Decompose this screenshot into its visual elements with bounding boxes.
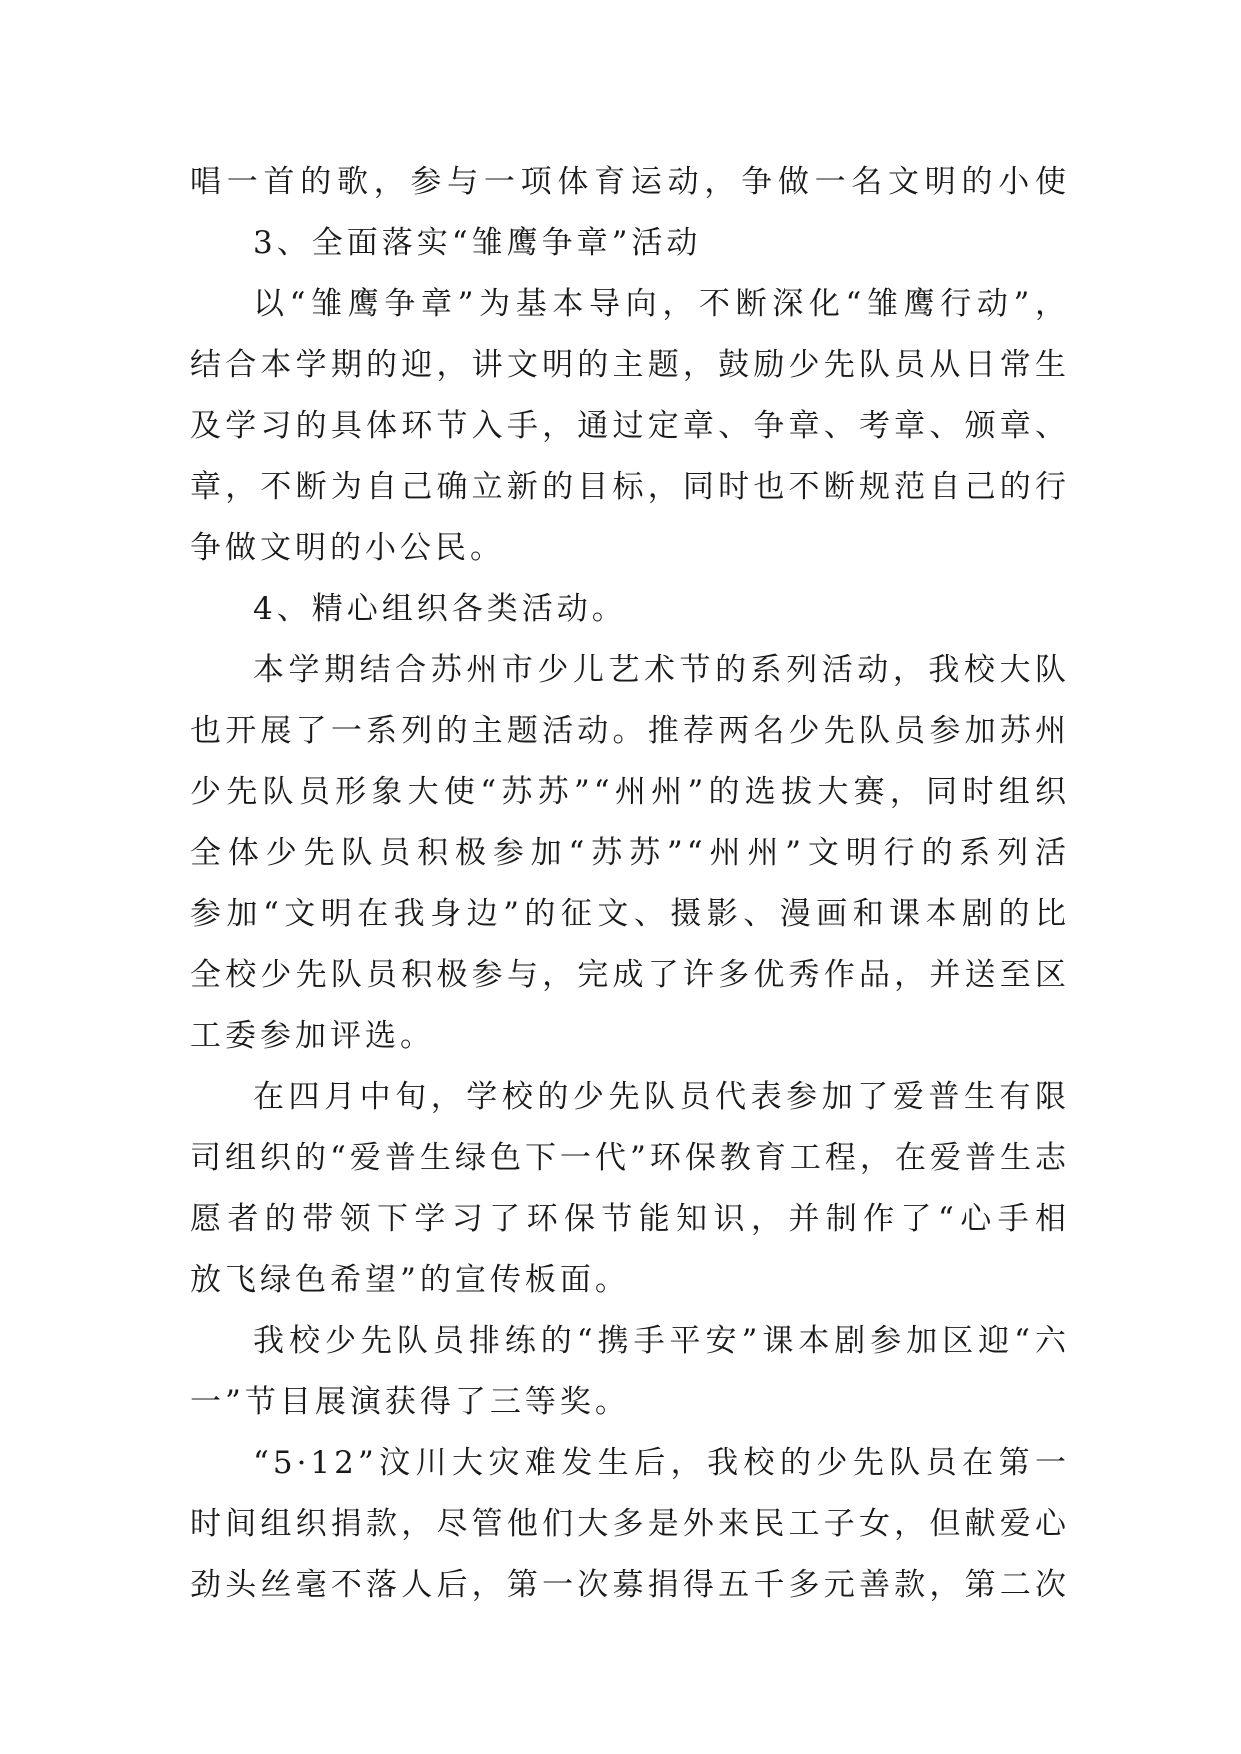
text-line: 3、全面落实“雏鹰争章”活动 xyxy=(253,225,702,261)
text-line: 愿者的带领下学习了环保节能知识，并制作了“心手相 xyxy=(190,1201,1070,1237)
text-line: 我校少先队员排练的“携手平安”课本剧参加区迎“六 xyxy=(253,1323,1070,1359)
text-line: 在四月中旬，学校的少先队员代表参加了爱普生有限 xyxy=(253,1079,1070,1115)
text-line: 劲头丝毫不落人后，第一次募捐得五千多元善款，第二次 xyxy=(190,1567,1070,1603)
text-line: 工委参加评选。 xyxy=(190,1018,435,1054)
text-line: 时间组织捐款，尽管他们大多是外来民工子女，但献爱心 xyxy=(190,1506,1070,1542)
document-body xyxy=(190,152,1070,1616)
text-line: 本学期结合苏州市少儿艺术节的系列活动，我校大队 xyxy=(253,652,1070,688)
text-line: 参加“文明在我身边”的征文、摄影、漫画和课本剧的比 xyxy=(190,896,1070,932)
text-line: 唱一首的歌，参与一项体育运动，争做一名文明的小使 xyxy=(190,164,1070,200)
text-line: 少先队员形象大使“苏苏”“州州”的选拔大赛，同时组织 xyxy=(190,774,1070,810)
text-line: 章，不断为自己确立新的目标，同时也不断规范自己的行 xyxy=(190,469,1070,505)
text-line: 及学习的具体环节入手，通过定章、争章、考章、颁章、 xyxy=(190,408,1070,444)
text-line: 以“雏鹰争章”为基本导向，不断深化“雏鹰行动”， xyxy=(253,286,1070,322)
text-line: 也开展了一系列的主题活动。推荐两名少先队员参加苏州 xyxy=(190,713,1070,749)
text-line: 全校少先队员积极参与，完成了许多优秀作品，并送至区 xyxy=(190,957,1070,993)
text-line: 4、精心组织各类活动。 xyxy=(253,591,627,627)
text-line: 放飞绿色希望”的宣传板面。 xyxy=(190,1262,630,1298)
text-line: 司组织的“爱普生绿色下一代”环保教育工程，在爱普生志 xyxy=(190,1140,1070,1176)
text-line: 结合本学期的迎，讲文明的主题，鼓励少先队员从日常生 xyxy=(190,347,1070,383)
text-line: 争做文明的小公民。 xyxy=(190,530,505,566)
text-line: 全体少先队员积极参加“苏苏”“州州”文明行的系列活 xyxy=(190,835,1070,871)
text-line: “5·12”汶川大灾难发生后，我校的少先队员在第一 xyxy=(253,1445,1070,1481)
text-line: 一”节目展演获得了三等奖。 xyxy=(190,1384,630,1420)
